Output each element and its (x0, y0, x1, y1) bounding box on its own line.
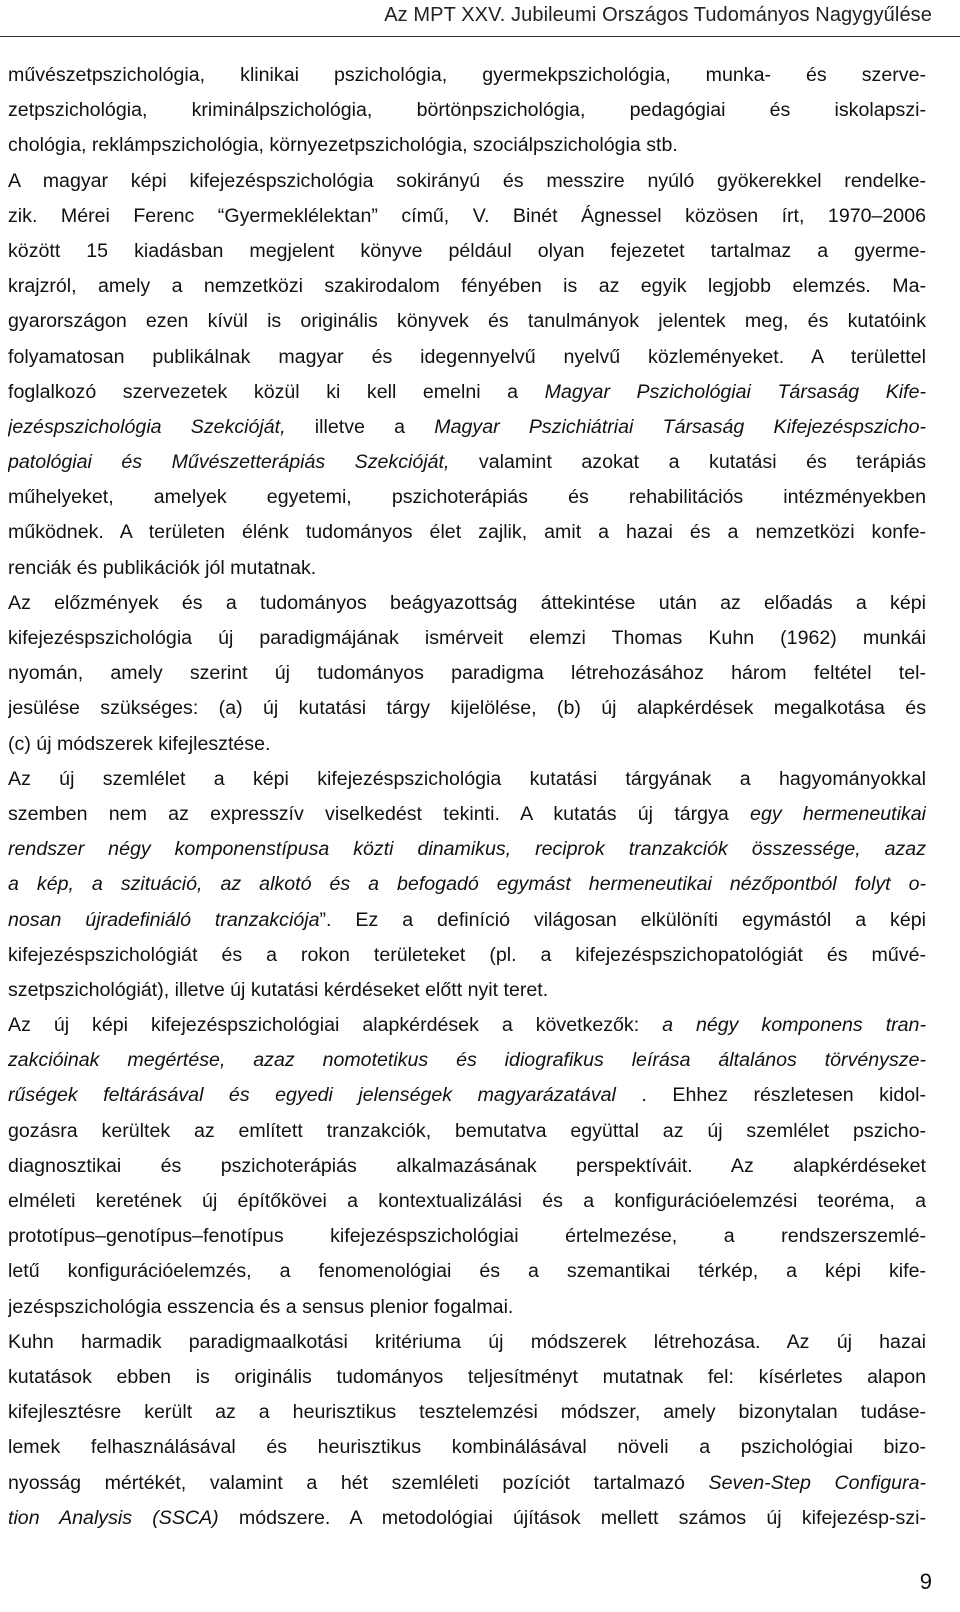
text-line (8, 1149, 926, 1184)
text-line (8, 1430, 926, 1465)
italic-text-run: zakcióinak megértése, azaz nomotetikus és idiografikus leírása általános törvénysze- (8, 1049, 926, 1072)
text-run: között 15 kiadásban megjelent könyve például olyan fejezetet tartalmaz a gyerme- (8, 239, 926, 262)
italic-text-run: rűségek feltárásával és egyedi jelenségek magyarázatával (8, 1084, 616, 1107)
text-run: kifejlesztésre került az a heurisztikus tesztelemzési módszer, amely bizonytalan tudáse- (8, 1401, 926, 1424)
header-rule (0, 36, 960, 37)
text-line (8, 340, 926, 375)
text-run: szemben nem az expresszív viselkedést tekinti. A kutatás új tárgya (8, 802, 751, 825)
text-line (8, 1184, 926, 1219)
text-line (8, 551, 926, 586)
text-line (8, 1501, 926, 1536)
italic-text-run: a négy komponens tran- (662, 1014, 926, 1037)
text-run: kifejezéspszichológia új paradigmájának ismérveit elemzi Thomas Kuhn (1962) munkái (8, 627, 926, 649)
italic-text-run: Magyar Pszichiátriai Társaság Kifejezéspszicho- (434, 415, 926, 438)
text-line (8, 938, 926, 973)
text-line (8, 1254, 926, 1289)
italic-text-run: patológiai és Művészetterápiás Szekcióját, (8, 451, 450, 474)
text-line (8, 762, 926, 797)
text-run: zik. Mérei Ferenc “Gyermeklélektan” című, V. Binét Ágnessel közösen írt, 1970–2006 (8, 204, 926, 227)
text-run: jesülése szükséges: (a) új kutatási tárgy kijelölése, (b) új alapkérdések megalkotása és (8, 697, 926, 720)
running-header: Az MPT XXV. Jubileumi Országos Tudományos Nagygyűlése (384, 4, 932, 26)
text-run: működnek. A területen élénk tudományos élet zajlik, amit a hazai és a nemzetközi konfe- (8, 521, 926, 544)
text-run: lemek felhasználásával és heurisztikus kombinálásával növeli a pszichológiai bizo- (8, 1436, 926, 1459)
text-run: A magyar képi kifejezéspszichológia sokirányú és messzire nyúló gyökerekkel rendelke- (8, 169, 926, 192)
text-line (8, 656, 926, 691)
text-line (8, 93, 926, 128)
text-line (8, 1078, 926, 1113)
text-line (8, 1219, 926, 1254)
italic-text-run: jezéspszichológia Szekcióját, (8, 415, 286, 438)
text-line (8, 199, 926, 234)
italic-text-run: tion Analysis (SSCA) (8, 1506, 219, 1529)
text-line (8, 1290, 926, 1325)
text-line (8, 867, 926, 902)
text-run: renciák és publikációk jól mutatnak. (8, 556, 317, 579)
text-run: ”. Ez a definíció világosan elkülöníti egymástól a képi (319, 908, 926, 931)
italic-text-run: Seven-Step Configura- (708, 1471, 926, 1494)
text-line (8, 375, 926, 410)
text-line (8, 1043, 926, 1078)
text-run: diagnosztikai és pszichoterápiás alkalmazásának perspektíváit. Az alapkérdéseket (8, 1154, 926, 1177)
text-run: jezéspszichológia esszencia és a sensus plenior fogalmai. (8, 1295, 514, 1318)
text-run: (c) új módszerek kifejlesztése. (8, 732, 271, 755)
text-run: krajzról, amely a nemzetközi szakirodalom fényében is az egyik legjobb elemzés. Ma- (8, 275, 926, 298)
text-line (8, 304, 926, 339)
text-line (8, 832, 926, 867)
text-run: műhelyeket, amelyek egyetemi, pszichoterápiás és rehabilitációs intézményekben (8, 486, 926, 509)
text-run: gozásra kerültek az említett tranzakciók, bemutatva együttal az új szemlélet pszicho- (8, 1119, 926, 1142)
text-line (8, 727, 926, 762)
text-run: Az új képi kifejezéspszichológiai alapkérdések a következők: (8, 1014, 663, 1037)
text-run: Az előzmények és a tudományos beágyazottság áttekintése után az előadás a képi (8, 591, 926, 614)
text-run: letű konfigurációelemzés, a fenomenológiai és a szemantikai térkép, a képi kife- (8, 1260, 926, 1283)
text-run: Az új szemlélet a képi kifejezéspszichológia kutatási tárgyának a hagyományokkal (8, 767, 926, 790)
italic-text-run: egy hermeneutikai (750, 802, 926, 825)
text-line (8, 1325, 926, 1360)
page-number: 9 (919, 1569, 932, 1594)
text-line (8, 621, 926, 656)
text-run: foglalkozó szervezetek közül ki kell emelni a (8, 380, 545, 403)
document-body (8, 58, 926, 1536)
text-run: zetpszichológia, kriminálpszichológia, börtönpszichológia, pedagógiai és iskolapszi- (8, 99, 926, 122)
text-run: művészetpszichológia, klinikai pszichológia, gyermekpszichológia, munka- és szerve- (8, 64, 926, 86)
text-run: Kuhn harmadik paradigmaalkotási kritériuma új módszerek létrehozása. Az új hazai (8, 1330, 926, 1353)
text-run: prototípus–genotípus–fenotípus kifejezéspszichológiai értelmezése, a rendszerszemlé- (8, 1225, 926, 1248)
text-run: valamint azokat a kutatási és terápiás (449, 451, 926, 474)
text-line (8, 515, 926, 550)
text-line (8, 903, 926, 938)
text-line (8, 445, 926, 480)
italic-text-run: nosan újradefiniáló tranzakciója (8, 908, 320, 931)
text-run: módszere. A metodológiai újítások mellett számos új kifejezésp-szi- (218, 1506, 926, 1529)
text-line (8, 1466, 926, 1501)
text-line (8, 269, 926, 304)
text-run: kifejezéspszichológiát és a rokon területeket (pl. a kifejezéspszichopatológiát és művé- (8, 943, 926, 966)
text-line (8, 691, 926, 726)
italic-text-run: rendszer négy komponenstípusa közti dinamikus, reciprok tranzakciók összessége, azaz (8, 838, 926, 861)
text-run: elméleti keretének új építőkövei a kontextualizálási és a konfigurációelemzési teoréma, a (8, 1190, 926, 1212)
text-line (8, 58, 926, 93)
text-run: folyamatosan publikálnak magyar és idegennyelvű nyelvű közleményeket. A területtel (8, 345, 926, 368)
text-line (8, 1360, 926, 1395)
text-line (8, 410, 926, 445)
text-run: nyosság mértékét, valamint a hét szemléleti pozíciót tartalmazó (8, 1471, 709, 1494)
text-line (8, 1114, 926, 1149)
text-run: . Ehhez részletesen kidol- (615, 1084, 926, 1107)
text-run: kutatások ebben is originális tudományos teljesítményt mutatnak fel: kísérletes alapon (8, 1365, 926, 1388)
text-run: szetpszichológiát), illetve új kutatási kérdéseket előtt nyit teret. (8, 978, 549, 1001)
text-run: gyarországon ezen kívül is originális könyvek és tanulmányok jelentek meg, és kutatóink (8, 310, 926, 333)
text-line (8, 797, 926, 832)
text-line (8, 128, 926, 163)
text-line (8, 973, 926, 1008)
text-run: chológia, reklámpszichológia, környezetpszichológia, szociálpszichológia stb. (8, 134, 678, 157)
text-line (8, 586, 926, 621)
text-line (8, 234, 926, 269)
text-line (8, 164, 926, 199)
text-run: illetve a (285, 415, 435, 438)
text-line (8, 1008, 926, 1043)
italic-text-run: a kép, a szituáció, az alkotó és a befogadó egymást hermeneutikai nézőpontból folyt o- (8, 873, 926, 896)
italic-text-run: Magyar Pszichológiai Társaság Kife- (544, 380, 926, 403)
text-run: nyomán, amely szerint új tudományos paradigma létrehozásához három feltétel tel- (8, 662, 926, 685)
text-line (8, 480, 926, 515)
text-line (8, 1395, 926, 1430)
